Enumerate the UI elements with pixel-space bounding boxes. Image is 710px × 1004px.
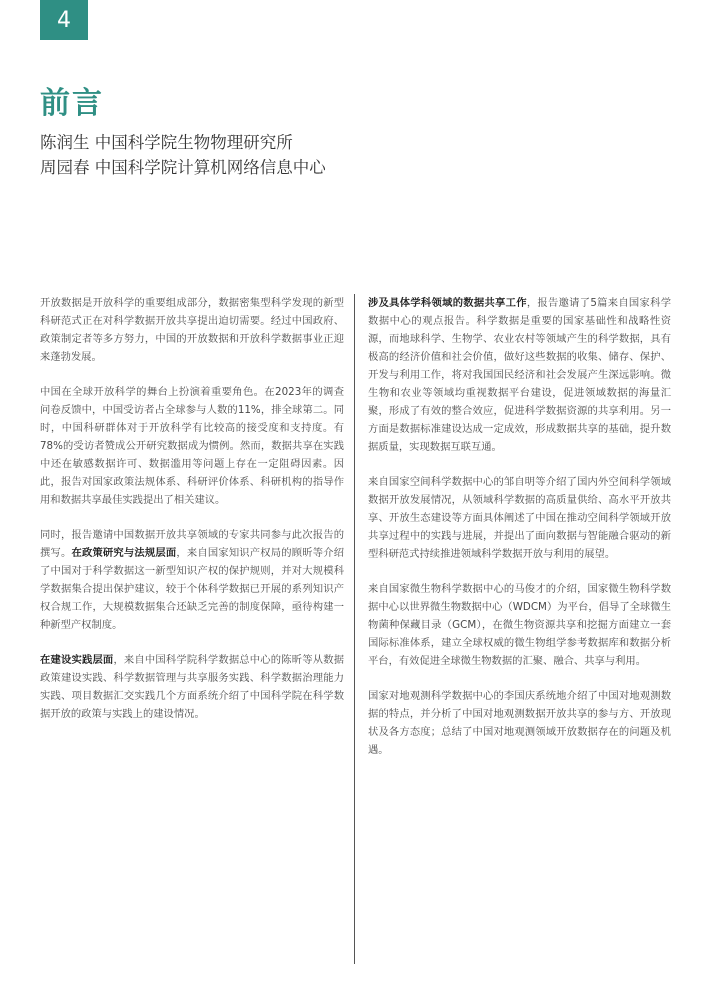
- page-title: 前言: [40, 86, 104, 121]
- author-line-1: 陈润生 中国科学院生物物理研究所: [40, 133, 293, 152]
- paragraph-text: ，报告邀请了5篇来自国家科学数据中心的观点报告。科学数据是重要的国家基础性和战略性资源，而地球科学、生物学、农业农村等领域产生的科学数据，具有极高的经济价值和社会价值，做好这些数据的收集、储存、保护、开发与利用工作，将对我国国民经济和社会发展产生深远影响。微生物和农业等领域均重视数据平台建设，促进领域数据的海量汇聚，形成了有效的整合效应，促进科学数据资源的共享利用。另一方面是数据标准建设达成一定成效，形成数据共享的基础，提升数据质量，实现数据互联互通。: [368, 297, 671, 453]
- paragraph-text: 同时，报告邀请中国数据开放共享领域的专家共同参与此次报告的撰写。: [40, 529, 344, 559]
- paragraph: [368, 294, 671, 456]
- paragraph: 来自国家微生物科学数据中心的马俊才的介绍，国家微生物科学数据中心以世界微生物数据中心（WDCM）为平台，倡导了全球微生物菌种保藏目录（GCM），在微生物资源共享和挖掘方面建立一套国际标准体系，建立全球权威的微生物组学参考数据库和数据分析平台，有效促进全球微生物数据的汇聚、融合、共享与利用。: [368, 583, 671, 667]
- paragraph: 中国在全球开放科学的舞台上扮演着重要角色。在2023年的调查问卷反馈中，中国受访者占全球参与人数的11%，排全球第二。同时，中国科研群体对于开放科学有比较高的接受度和支持度。有78%的受访者赞成公开研究数据成为惯例。然而，数据共享在实践中还在敏感数据许可、数据滥用等问题上存在一定阻碍因素。因此，报告对国家政策法规体系、科研评价体系、科研机构的指导作用和数据共享最佳实践提出了相关建议。: [40, 386, 344, 506]
- paragraph: [40, 651, 344, 723]
- page-number-badge: 4: [40, 0, 88, 40]
- bold-heading-text: 在建设实践层面: [40, 654, 114, 666]
- bold-heading-text: 涉及具体学科领域的数据共享工作: [368, 297, 527, 309]
- column-divider: [354, 294, 355, 964]
- left-column: [40, 294, 344, 740]
- bold-heading-text: 在政策研究与法规层面: [71, 547, 177, 559]
- paragraph: 来自国家空间科学数据中心的邹自明等介绍了国内外空间科学领域数据开放发展情况，从领域科学数据的高质量供给、高水平开放共享、开放生态建设等方面具体阐述了中国在推动空间科学领域开放共享过程中的实践与进展，并提出了面向数据与智能融合驱动的新型科研范式持续推进领域科学数据开放与利用的展望。: [368, 476, 671, 560]
- paragraph: 国家对地观测科学数据中心的李国庆系统地介绍了中国对地观测数据的特点，并分析了中国对地观测数据开放共享的参与方、开放现状及各方态度；总结了中国对地观测领域开放数据存在的问题及机遇。: [368, 690, 671, 756]
- right-column: [368, 294, 671, 776]
- paragraph: [40, 526, 344, 634]
- author-line-2: 周园春 中国科学院计算机网络信息中心: [40, 158, 326, 177]
- paragraph-text: ，来自国家知识产权局的顾昕等介绍了中国对于科学数据这一新型知识产权的保护规则，并对大规模科学数据集合提出保护建议，较于个体科学数据已开展的系列知识产权合规工作，大规模数据集合还缺乏完善的制度保障，亟待构建一种新型产权制度。: [40, 547, 345, 631]
- paragraph-text: ，来自中国科学院科学数据总中心的陈昕等从数据政策建设实践、科学数据管理与共享服务实践、科学数据治理能力实践、项目数据汇交实践几个方面系统介绍了中国科学院在科学数据开放的政策与实践上的建设情况。: [40, 654, 345, 720]
- paragraph: 开放数据是开放科学的重要组成部分，数据密集型科学发现的新型科研范式正在对科学数据开放共享提出迫切需要。经过中国政府、政策制定者等多方努力，中国的开放数据和开放科学数据事业正迎来蓬勃发展。: [40, 297, 344, 363]
